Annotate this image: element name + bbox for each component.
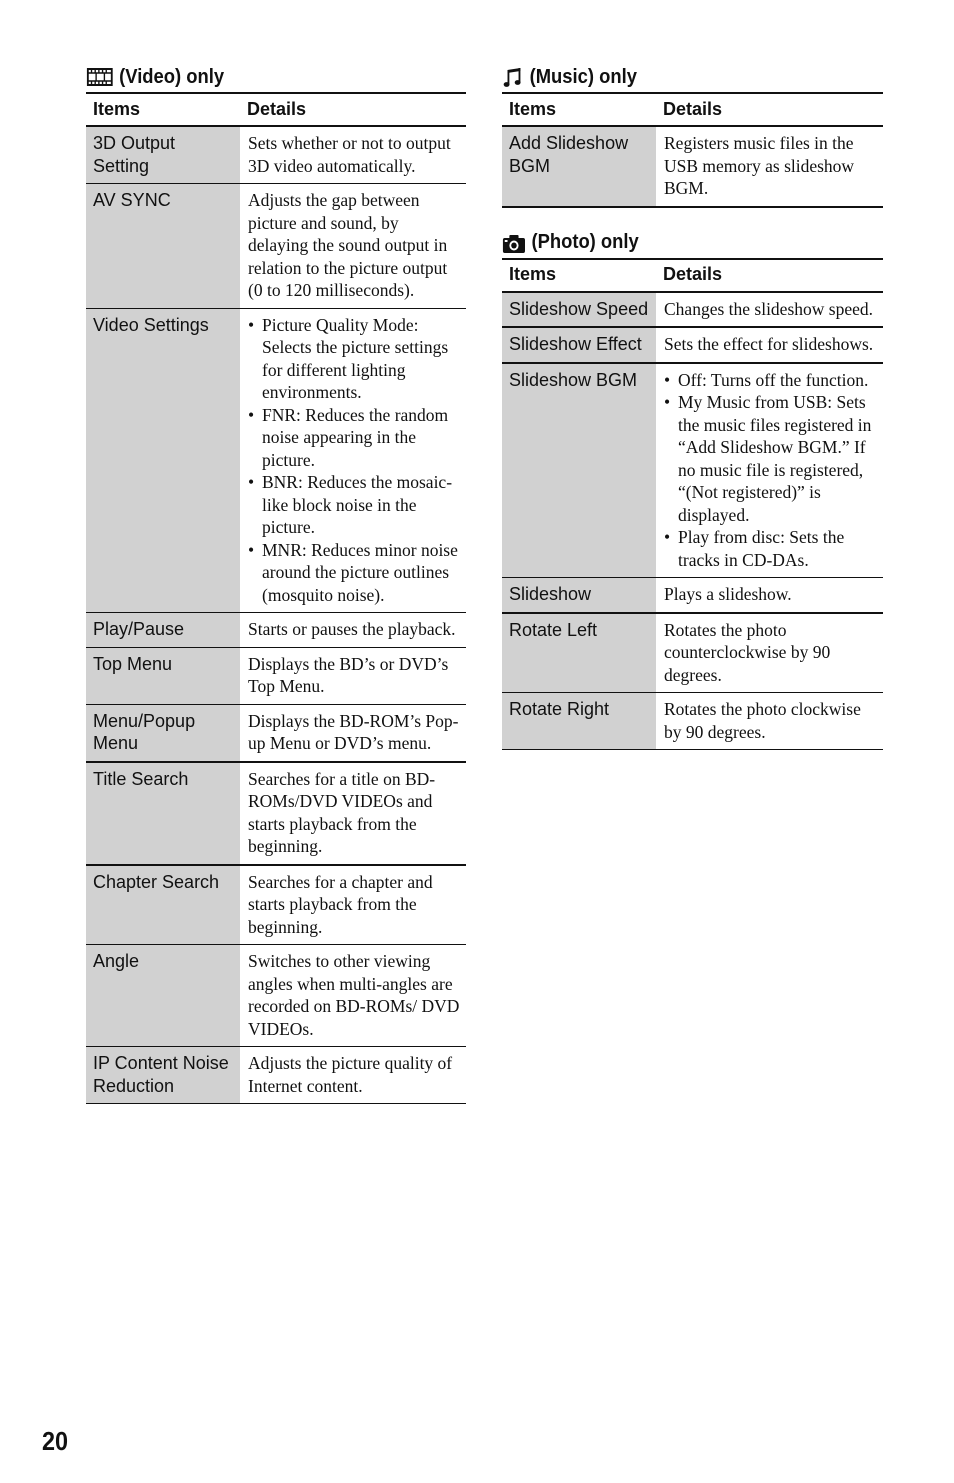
row-details: Displays the BD-ROM’s Pop-up Menu or DVD’s menu. <box>240 704 466 762</box>
music-table <box>502 92 883 208</box>
table-header-row <box>502 93 883 126</box>
row-item: Menu/Popup Menu <box>86 704 240 762</box>
bullet-item: • Play from disc: Sets the tracks in CD-DAs. <box>664 526 877 571</box>
table-row <box>86 647 466 704</box>
row-details: Sets the effect for slideshows. <box>656 327 883 363</box>
row-item: Title Search <box>86 762 240 865</box>
row-item: AV SYNC <box>86 184 240 309</box>
row-item: Angle <box>86 945 240 1047</box>
row-details <box>656 363 883 578</box>
film-icon <box>86 66 114 88</box>
bullet-item: • Off: Turns off the function. <box>664 369 877 392</box>
row-details: Searches for a title on BD-ROMs/DVD VIDEOs and starts playback from the beginning. <box>240 762 466 865</box>
photo-section-title: (Photo) only <box>531 231 639 253</box>
music-section-heading <box>502 62 853 92</box>
music-note-icon <box>502 65 524 89</box>
table-row <box>86 308 466 613</box>
table-row <box>502 327 883 363</box>
table-row <box>86 613 466 648</box>
table-row <box>86 1047 466 1104</box>
row-item: Rotate Left <box>502 613 656 693</box>
details-header: Details <box>656 259 883 292</box>
row-item: Video Settings <box>86 308 240 613</box>
row-item: Slideshow Effect <box>502 327 656 363</box>
table-header-row <box>86 93 466 126</box>
table-row <box>86 704 466 762</box>
table-row <box>502 578 883 613</box>
bullet-item: • Picture Quality Mode: Selects the picture settings for different lighting environments. <box>248 314 460 404</box>
row-details <box>240 308 466 613</box>
items-header: Items <box>86 93 240 126</box>
bullet-item: • BNR: Reduces the mosaic-like block noise in the picture. <box>248 471 460 539</box>
video-section-title: (Video) only <box>119 65 225 88</box>
row-item: Rotate Right <box>502 693 656 750</box>
row-details: Registers music files in the USB memory as slideshow BGM. <box>656 126 883 207</box>
row-details: Plays a slideshow. <box>656 578 883 613</box>
table-row <box>86 762 466 865</box>
row-details: Starts or pauses the playback. <box>240 613 466 648</box>
bullet-item: • FNR: Reduces the random noise appearing in the picture. <box>248 404 460 472</box>
video-section-heading <box>86 62 436 92</box>
row-item: Add Slideshow BGM <box>502 126 656 207</box>
details-header: Details <box>656 93 883 126</box>
row-details: Searches for a chapter and starts playback from the beginning. <box>240 865 466 945</box>
row-details: Adjusts the gap between picture and sound, by delaying the sound output in relation to the picture output (0 to 120 milliseconds). <box>240 184 466 309</box>
table-row <box>86 865 466 945</box>
row-details: Sets whether or not to output 3D video automatically. <box>240 126 466 184</box>
photo-section-heading <box>502 228 853 258</box>
row-item: Top Menu <box>86 647 240 704</box>
table-row <box>502 292 883 328</box>
bullet-item: • MNR: Reduces minor noise around the picture outlines (mosquito noise). <box>248 539 460 607</box>
row-item: Play/Pause <box>86 613 240 648</box>
row-details: Adjusts the picture quality of Internet content. <box>240 1047 466 1104</box>
row-item: Slideshow BGM <box>502 363 656 578</box>
bullet-item: • My Music from USB: Sets the music files registered in “Add Slideshow BGM.” If no music file is registered, “(Not registered)” is displayed. <box>664 391 877 526</box>
table-row <box>502 126 883 207</box>
table-header-row <box>502 259 883 292</box>
right-column <box>502 62 883 750</box>
row-item: Slideshow <box>502 578 656 613</box>
row-details: Rotates the photo clockwise by 90 degrees. <box>656 693 883 750</box>
camera-icon <box>502 232 526 254</box>
table-row <box>86 126 466 184</box>
row-item: Slideshow Speed <box>502 292 656 328</box>
table-row <box>86 945 466 1047</box>
row-details: Changes the slideshow speed. <box>656 292 883 328</box>
table-row <box>502 693 883 750</box>
bullet-list <box>664 369 877 572</box>
video-table <box>86 92 466 1104</box>
row-details: Rotates the photo counterclockwise by 90 degrees. <box>656 613 883 693</box>
photo-table <box>502 258 883 751</box>
photo-section <box>502 228 883 751</box>
music-section-title: (Music) only <box>529 65 637 88</box>
page-number: 20 <box>42 1426 69 1456</box>
table-row <box>502 613 883 693</box>
row-item: Chapter Search <box>86 865 240 945</box>
row-item: 3D Output Setting <box>86 126 240 184</box>
row-details: Displays the BD’s or DVD’s Top Menu. <box>240 647 466 704</box>
bullet-list <box>248 314 460 607</box>
details-header: Details <box>240 93 466 126</box>
video-section <box>86 62 466 1104</box>
items-header: Items <box>502 93 656 126</box>
table-row <box>502 363 883 578</box>
table-row <box>86 184 466 309</box>
items-header: Items <box>502 259 656 292</box>
row-item: IP Content Noise Reduction <box>86 1047 240 1104</box>
row-details: Switches to other viewing angles when multi-angles are recorded on BD-ROMs/ DVD VIDEOs. <box>240 945 466 1047</box>
music-section <box>502 62 883 208</box>
